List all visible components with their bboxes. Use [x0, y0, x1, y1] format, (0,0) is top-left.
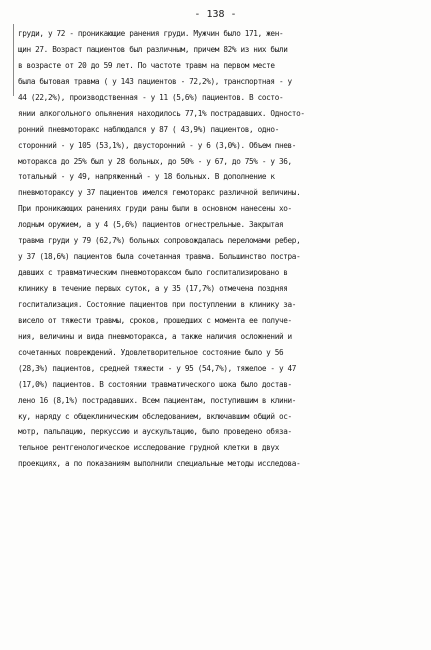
text-line: травма груди у 79 (62,7%) больных сопровождалась переломами ребер, [18, 236, 301, 246]
text-line: клинику в течение первых суток, а у 35 (17,7%) отмечена поздняя [18, 284, 288, 293]
text-line: моторакса до 25% был у 28 больных, до 50% - у 67, до 75% - у 36, [18, 156, 292, 166]
page-number: - 138 - [194, 9, 237, 20]
text-line: груди, у 72 - проникающие ранения груди. Мужчин было 171, жен- [18, 29, 284, 38]
text-line: давших с травматическим пневмотораксом было госпитализировано в [18, 268, 288, 278]
text-line: сочетанных повреждений. Удовлетворительное состояние было у 56 [18, 347, 284, 357]
body-text [18, 26, 430, 472]
text-line: лено 16 (8,1%) пострадавших. Всем пациентам, поступившим в клини- [18, 395, 297, 405]
text-line: При проникающих ранениях груди раны были в основном нанесены хо- [18, 204, 292, 214]
text-line: тотальный - у 49, напряженный - у 18 больных. В дополнение к [18, 172, 275, 182]
text-line: янии алкогольного опьянения находилось 77,1% пострадавших. Односто- [18, 108, 305, 118]
text-line: лодным оружием, а у 4 (5,6%) пациентов огнестрельные. Закрытая [18, 220, 284, 230]
text-line: висело от тяжести травмы, сроков, прошедших с момента ее получе- [18, 315, 292, 325]
text-line: 44 (22,2%), производственная - у 11 (5,6%) пациентов. В состо- [18, 92, 284, 102]
text-line: тельное рентгенологическое исследование грудной клетки в двух [18, 443, 279, 453]
text-line: ку, наряду с общеклиническим обследованием, включавшим общий ос- [18, 411, 292, 421]
text-line: была бытовая травма ( у 143 пациентов - 72,2%), транспортная - у [18, 76, 292, 86]
text-line: мотр, пальпацию, перкуссию и аускультацию, было проведено обяза- [18, 427, 292, 437]
text-line: сторонний - у 105 (53,1%), двусторонний - у 6 (3,0%). Объем пнев- [18, 140, 297, 150]
text-line: пневмотораксу у 37 пациентов имелся гемоторакс различной величины. [18, 188, 301, 198]
text-line: ронний пневмоторакс наблюдался у 87 ( 43,9%) пациентов, одно- [18, 124, 279, 134]
text-line: (28,3%) пациентов, средней тяжести - у 95 (54,7%), тяжелое - у 47 [18, 363, 297, 373]
text-line: в возрасте от 20 до 59 лет. По частоте травм на первом месте [18, 60, 275, 70]
margin-mark [13, 24, 14, 96]
text-line: (17,0%) пациентов. В состоянии травматического шока было достав- [18, 379, 292, 389]
text-line: ния, величины и вида пневмоторакса, а также наличия осложнений и [18, 331, 292, 341]
text-line: у 37 (18,6%) пациентов была сочетанная травма. Большинство постра- [18, 252, 301, 262]
text-line: госпитализация. Состояние пациентов при поступлении в клинику за- [18, 299, 297, 309]
text-line: проекциях, а по показаниям выполнили специальные методы исследова- [18, 459, 301, 469]
text-line: щин 27. Возраст пациентов был различным, причем 82% из них были [18, 44, 288, 54]
